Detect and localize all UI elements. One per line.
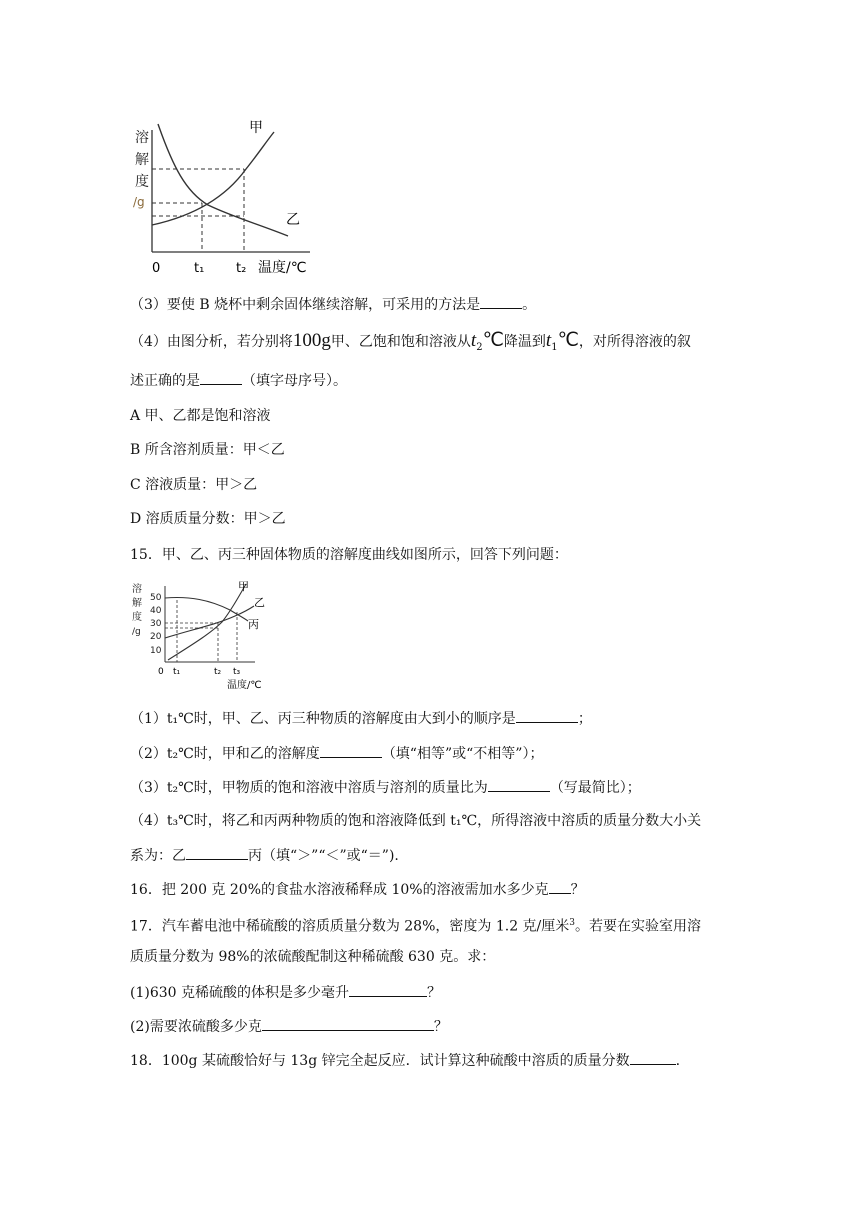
graph2-x-label: 温度/℃ <box>227 680 262 691</box>
graph2-t1: t₁ <box>173 667 181 677</box>
graph2-guide-lines <box>165 600 237 662</box>
graph2-label-yi: 乙 <box>254 596 265 609</box>
option-b: B 所含溶剂质量：甲＜乙 <box>130 442 285 458</box>
svg-text:度: 度 <box>135 174 149 190</box>
answer-blank[interactable] <box>200 370 242 385</box>
svg-text:40: 40 <box>150 606 162 616</box>
question-15-3: （3）t₂℃时，甲物质的饱和溶液中溶质与溶剂的质量比为 （写最简比）； <box>130 777 641 798</box>
graph2-label-jia: 甲 <box>238 580 249 593</box>
question-15-4-line2: 系为：乙 丙（填“＞”“＜”或“＝”). <box>130 845 399 866</box>
svg-text:解: 解 <box>135 152 149 168</box>
graph1-t2: t₂ <box>236 261 247 276</box>
svg-text:/g: /g <box>133 195 145 209</box>
option-d: D 溶质质量分数：甲＞乙 <box>130 511 286 527</box>
svg-text:20: 20 <box>150 632 162 642</box>
graph2-y-label <box>132 582 142 637</box>
question-15-1: （1）t₁℃时，甲、乙、丙三种物质的溶解度由大到小的顺序是 ； <box>130 708 592 729</box>
graph1-curve-yi <box>158 124 288 236</box>
question-14-4-line1: （4）由图分析，若分别将100g甲、乙饱和饱和溶液从$t_2℃$降温到$t_1℃$，对所得溶液的叙 <box>130 330 691 353</box>
graph2-t2: t₂ <box>214 667 222 677</box>
svg-text:10: 10 <box>150 646 162 656</box>
svg-text:度: 度 <box>132 612 142 623</box>
svg-text:解: 解 <box>132 598 142 609</box>
question-16: 16．把 200 克 20%的食盐水溶液稀释成 10%的溶液需加水多少克 ？ <box>130 879 585 900</box>
svg-text:30: 30 <box>150 619 162 629</box>
answer-blank[interactable] <box>549 879 571 894</box>
option-a: A 甲、乙都是饱和溶液 <box>130 408 271 424</box>
graph1-y-label <box>133 129 149 209</box>
graph2-curve-jia <box>168 584 246 660</box>
graph1-label-yi: 乙 <box>286 212 300 228</box>
graph2-curve-yi <box>165 606 254 638</box>
question-17-1: (1)630 克稀硫酸的体积是多少毫升 ？ <box>130 982 441 1003</box>
question-17-2: (2)需要浓硫酸多少克 ？ <box>130 1016 448 1037</box>
graph1-origin: 0 <box>152 261 161 276</box>
solubility-graph-2 <box>130 578 280 693</box>
graph1-guide-lines <box>152 169 244 252</box>
answer-blank[interactable] <box>320 743 382 758</box>
graph2-y-ticks <box>150 593 162 656</box>
answer-blank[interactable] <box>262 1016 434 1031</box>
question-18: 18．100g 某硫酸恰好与 13g 锌完全起反应．试计算这种硫酸中溶质的质量分数 . <box>130 1050 680 1071</box>
graph2-origin: 0 <box>158 667 164 677</box>
question-15-stem: 15．甲、乙、丙三种固体物质的溶解度曲线如图所示，回答下列问题： <box>130 547 568 563</box>
answer-blank[interactable] <box>516 708 578 723</box>
svg-text:溶: 溶 <box>132 584 142 595</box>
graph2-label-bing: 丙 <box>248 618 259 631</box>
graph1-curve-jia <box>152 132 274 225</box>
question-15-2: （2）t₂℃时，甲和乙的溶解度 （填“相等”或“不相等”）； <box>130 743 543 764</box>
answer-blank[interactable] <box>630 1050 676 1065</box>
graph1-label-jia: 甲 <box>249 120 263 136</box>
graph1-t1: t₁ <box>194 261 205 276</box>
question-17-line1: 17．汽车蓄电池中稀硫酸的溶质质量分数为 28%，密度为 1.2 克/厘米$^3$。若要在实验室用溶 <box>130 918 701 935</box>
question-15-4-line1: （4）t₃℃时，将乙和丙两种物质的饱和溶液降低到 t₁℃，所得溶液中溶质的质量分数大小关 <box>130 813 702 829</box>
graph2-t3: t₃ <box>233 667 241 677</box>
question-17-line2: 质质量分数为 98%的浓硫酸配制这种稀硫酸 630 克。求： <box>130 949 496 965</box>
graph1-x-label: 温度/℃ <box>258 260 307 276</box>
answer-blank[interactable] <box>488 777 550 792</box>
svg-text:/g: /g <box>132 627 141 637</box>
svg-text:溶: 溶 <box>135 130 149 146</box>
answer-blank[interactable] <box>186 845 248 860</box>
answer-blank[interactable] <box>480 294 522 309</box>
svg-text:50: 50 <box>150 593 162 603</box>
question-14-4-line2: 述正确的是 （填字母序号）。 <box>130 370 347 391</box>
question-14-3: （3）要使 B 烧杯中剩余固体继续溶解，可采用的方法是 。 <box>130 294 536 315</box>
answer-blank[interactable] <box>349 982 427 997</box>
solubility-graph-1 <box>128 112 328 282</box>
option-c: C 溶液质量：甲＞乙 <box>130 477 258 493</box>
